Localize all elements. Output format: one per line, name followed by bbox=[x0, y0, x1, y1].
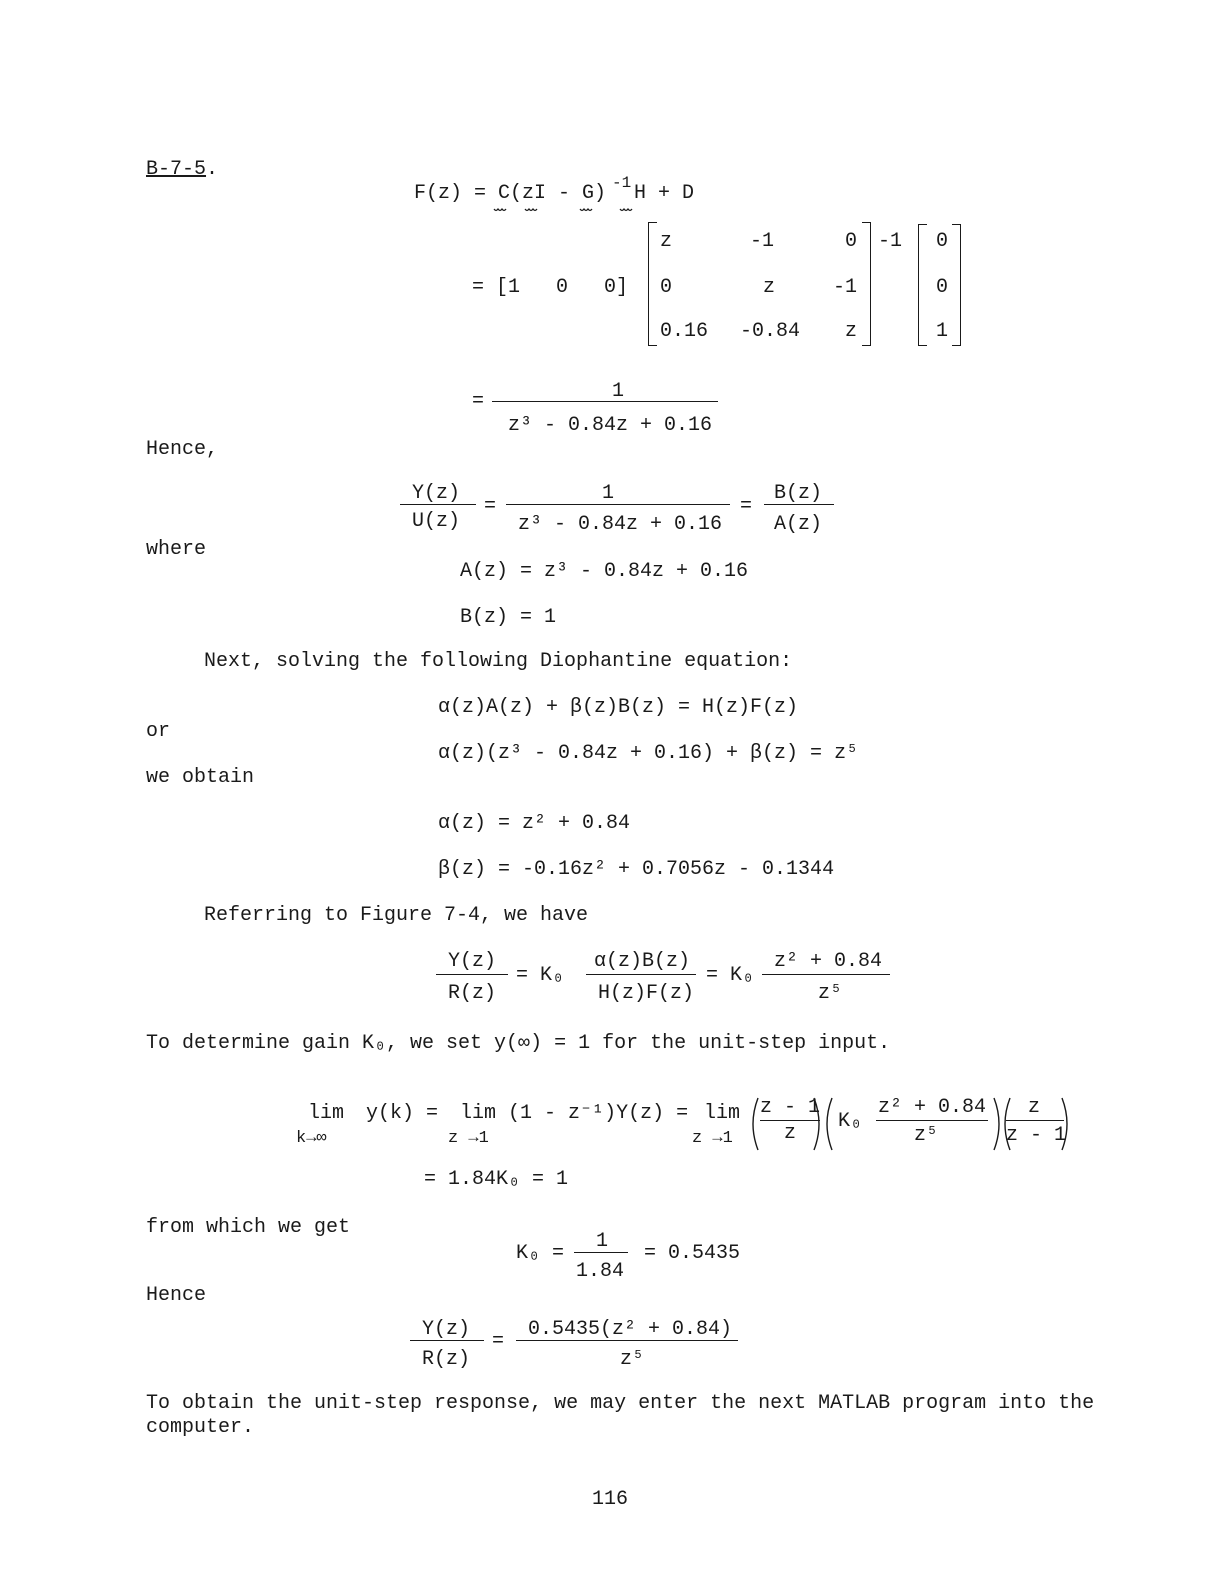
tf-rhs-denominator: A(z) bbox=[774, 513, 823, 536]
k0-bar bbox=[574, 1252, 628, 1253]
final-lhs-numerator: Y(z) bbox=[422, 1318, 471, 1341]
tf-equals-2: = bbox=[740, 495, 753, 518]
frac1-equals: = bbox=[472, 390, 485, 413]
tf-lhs-denominator: U(z) bbox=[412, 510, 461, 533]
matrix-cell: z bbox=[845, 320, 858, 343]
yr-lhs-denominator: R(z) bbox=[448, 982, 497, 1005]
diophantine-intro: Next, solving the following Diophantine equation: bbox=[204, 650, 793, 673]
yr-lhs-numerator: Y(z) bbox=[448, 950, 497, 973]
yr-rhs-numerator: z² + 0.84 bbox=[774, 950, 883, 973]
tf-rhs-numerator: B(z) bbox=[774, 482, 823, 505]
lim-f1-numerator: z - 1 bbox=[760, 1096, 821, 1119]
lim-k0: K₀ bbox=[838, 1110, 863, 1133]
lim-f3-denominator: z - 1 bbox=[1006, 1124, 1067, 1147]
hence-label-2: Hence bbox=[146, 1284, 207, 1307]
frac1-numerator: 1 bbox=[612, 380, 625, 403]
yr-mid-bar bbox=[586, 974, 696, 975]
yr-equals-k0-2: = K₀ bbox=[706, 964, 755, 987]
alpha-definition: α(z) = z² + 0.84 bbox=[438, 812, 631, 835]
column-vector-right-bracket bbox=[952, 224, 961, 346]
final-rhs-numerator: 0.5435(z² + 0.84) bbox=[528, 1318, 733, 1341]
matrix-inverse-exponent: -1 bbox=[878, 230, 903, 253]
yr-mid-numerator: α(z)B(z) bbox=[594, 950, 691, 973]
yr-rhs-denominator: z⁵ bbox=[818, 982, 843, 1005]
diophantine-equation-2: α(z)(z³ - 0.84z + 0.16) + β(z) = z⁵ bbox=[438, 742, 859, 765]
tf-mid-numerator: 1 bbox=[602, 482, 615, 505]
page-number: 116 bbox=[592, 1488, 629, 1511]
gain-text: To determine gain K₀, we set y(∞) = 1 for the unit-step input. bbox=[146, 1032, 891, 1055]
or-label: or bbox=[146, 720, 171, 743]
yr-rhs-bar bbox=[762, 974, 890, 975]
lim-1-subscript: k→∞ bbox=[296, 1129, 327, 1148]
hence-label: Hence, bbox=[146, 438, 219, 461]
tf-lhs-bar bbox=[400, 504, 476, 505]
final-lhs-bar bbox=[410, 1340, 484, 1341]
closing-text-line-1: To obtain the unit-step response, we may enter the next MATLAB program into the bbox=[146, 1392, 1095, 1415]
lim-f2-bar bbox=[876, 1120, 988, 1121]
lim-f1-bar bbox=[760, 1120, 820, 1121]
column-vector-left-bracket bbox=[918, 224, 927, 346]
lim-f1-denominator: z bbox=[784, 1122, 797, 1145]
k0-lhs: K₀ = bbox=[516, 1242, 565, 1265]
eq-F-main: F(z) = C(zI - G) bbox=[414, 182, 607, 205]
matrix-cell: 0 bbox=[660, 276, 673, 299]
matrix-cell: -1 bbox=[750, 230, 775, 253]
final-rhs-bar bbox=[516, 1340, 738, 1341]
matrix-cell: 0.16 bbox=[660, 320, 709, 343]
where-label: where bbox=[146, 538, 207, 561]
frac1-denominator: z³ - 0.84z + 0.16 bbox=[508, 414, 713, 437]
lim-f3-bar bbox=[1006, 1120, 1064, 1121]
k0-denominator: 1.84 bbox=[576, 1260, 625, 1283]
column-vector-cell: 0 bbox=[936, 276, 949, 299]
lim-1-expression: y(k) = bbox=[366, 1102, 439, 1125]
lim-f3-numerator: z bbox=[1028, 1096, 1041, 1119]
B-definition: B(z) = 1 bbox=[460, 606, 557, 629]
tf-rhs-bar bbox=[764, 504, 834, 505]
beta-definition: β(z) = -0.16z² + 0.7056z - 0.1344 bbox=[438, 858, 835, 881]
yr-lhs-bar bbox=[436, 974, 508, 975]
matrix-cell: -0.84 bbox=[740, 320, 801, 343]
yr-equals-k0-1: = K₀ bbox=[516, 964, 565, 987]
problem-label-dot: . bbox=[206, 158, 219, 181]
lim-2-expression: lim (1 - z⁻¹)Y(z) = bbox=[460, 1102, 689, 1125]
closing-text-line-2: computer. bbox=[146, 1416, 255, 1439]
column-vector-cell: 0 bbox=[936, 230, 949, 253]
lim-2-subscript: z →1 bbox=[448, 1129, 489, 1148]
matrix-cell: 0 bbox=[845, 230, 858, 253]
lim-result: = 1.84K₀ = 1 bbox=[424, 1168, 569, 1191]
matrix-cell: z bbox=[763, 276, 776, 299]
matrix-cell: -1 bbox=[833, 276, 858, 299]
final-rhs-denominator: z⁵ bbox=[620, 1348, 645, 1371]
lim-3-subscript: z →1 bbox=[692, 1129, 733, 1148]
lim-f2-numerator: z² + 0.84 bbox=[878, 1096, 987, 1119]
problem-label: B-7-5 bbox=[146, 158, 207, 181]
tf-mid-denominator: z³ - 0.84z + 0.16 bbox=[518, 513, 723, 536]
eq-F-exponent: -1 bbox=[612, 174, 632, 192]
matrix-right-bracket bbox=[862, 222, 871, 346]
matrix-cell: z bbox=[660, 230, 673, 253]
tf-equals-1: = bbox=[484, 495, 497, 518]
matrix-left-bracket bbox=[648, 222, 657, 346]
referring-text: Referring to Figure 7-4, we have bbox=[204, 904, 589, 927]
eq-F-tail: H + D bbox=[634, 182, 695, 205]
A-definition: A(z) = z³ - 0.84z + 0.16 bbox=[460, 560, 749, 583]
k0-value: = 0.5435 bbox=[644, 1242, 741, 1265]
matrix-underline-marks bbox=[490, 205, 640, 215]
column-vector-cell: 1 bbox=[936, 320, 949, 343]
k0-numerator: 1 bbox=[596, 1230, 609, 1253]
row-vector: = [1 0 0] bbox=[472, 276, 629, 299]
lim-f2-denominator: z⁵ bbox=[914, 1124, 939, 1147]
from-which-label: from which we get bbox=[146, 1216, 351, 1239]
lim-3: lim bbox=[704, 1102, 741, 1125]
final-equals: = bbox=[492, 1330, 505, 1353]
we-obtain-label: we obtain bbox=[146, 766, 255, 789]
lim-1: lim bbox=[308, 1102, 345, 1125]
yr-mid-denominator: H(z)F(z) bbox=[598, 982, 695, 1005]
final-lhs-denominator: R(z) bbox=[422, 1348, 471, 1371]
tf-mid-bar bbox=[506, 504, 730, 505]
tf-lhs-numerator: Y(z) bbox=[412, 482, 461, 505]
frac1-bar bbox=[492, 401, 718, 402]
diophantine-equation-1: α(z)A(z) + β(z)B(z) = H(z)F(z) bbox=[438, 696, 799, 719]
